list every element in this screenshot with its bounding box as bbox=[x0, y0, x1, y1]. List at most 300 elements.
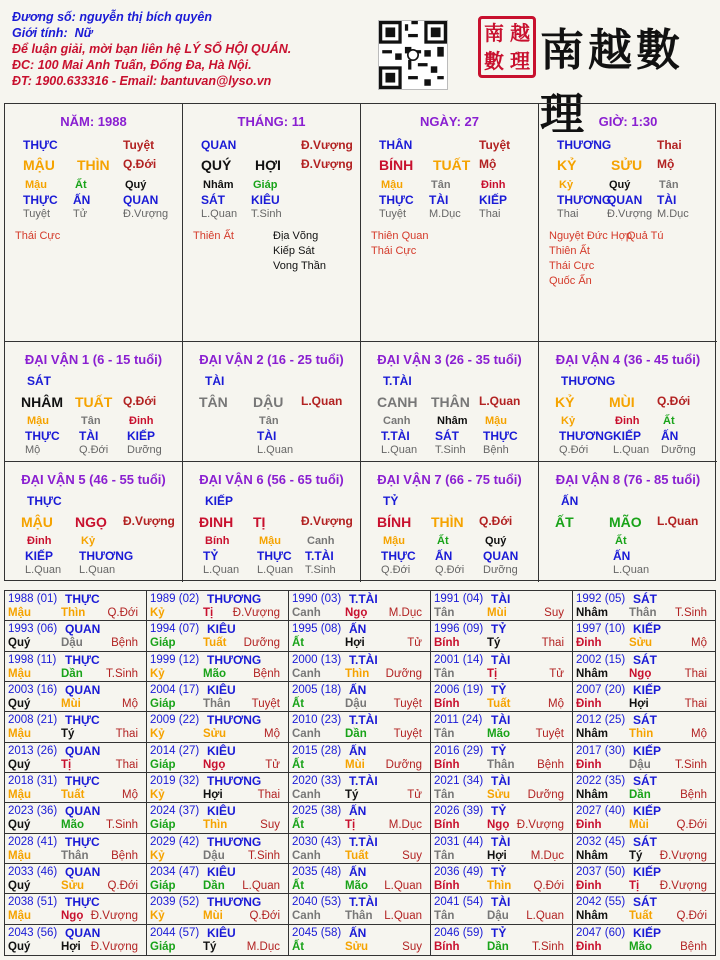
year-ts: L.Quan bbox=[526, 910, 564, 923]
year-can: Bính bbox=[434, 940, 460, 953]
dai-van-hidden-sao: QUAN bbox=[483, 549, 519, 563]
year-ts: Thai bbox=[541, 637, 564, 650]
pillar-title: NGÀY: 27 bbox=[420, 114, 479, 129]
year-can: Giáp bbox=[150, 637, 176, 650]
year-label: 2028 (41) bbox=[8, 835, 58, 848]
year-cell bbox=[431, 834, 573, 864]
year-sao: THỰC bbox=[65, 713, 100, 728]
year-chi: Mùi bbox=[487, 607, 507, 619]
dai-van-can: MẬU bbox=[21, 514, 53, 530]
year-cell bbox=[573, 621, 715, 651]
pillar-cell bbox=[5, 104, 183, 342]
dai-van-ts: L.Quan bbox=[479, 394, 521, 408]
year-can: Tân bbox=[434, 789, 455, 801]
pillar-hidden-sao: THỰC bbox=[379, 193, 414, 207]
dai-van-hidden-ts: L.Quan bbox=[257, 444, 294, 456]
year-chi: Tị bbox=[629, 880, 640, 892]
dai-van-hidden-ts: Mộ bbox=[25, 444, 41, 456]
pillar-hidden-ts: Tử bbox=[73, 208, 88, 220]
year-sao: KIẾP bbox=[633, 925, 662, 940]
year-ts: Mộ bbox=[122, 789, 138, 801]
pillar-star: Thái Cực bbox=[15, 230, 61, 242]
year-can: Nhâm bbox=[576, 667, 608, 680]
dai-van-title: ĐẠI VẬN 3 (26 - 35 tuổi) bbox=[377, 352, 522, 367]
dai-van-hidden-sao: THƯƠNG bbox=[79, 549, 134, 563]
year-label: 2017 (30) bbox=[576, 744, 626, 757]
pillar-cell bbox=[183, 104, 361, 342]
year-cell bbox=[573, 773, 715, 803]
dai-van-hidden-sao: ẤN bbox=[435, 549, 453, 563]
year-label: 2016 (29) bbox=[434, 744, 484, 757]
year-cell bbox=[573, 591, 715, 621]
year-can: Quý bbox=[8, 698, 31, 710]
year-label: 2021 (34) bbox=[434, 775, 484, 787]
year-sao: THƯƠNG bbox=[207, 774, 262, 788]
dai-van-hidden-sao: ẤN bbox=[613, 549, 631, 563]
dai-van-cell bbox=[5, 462, 183, 582]
year-chi: Tý bbox=[487, 637, 501, 650]
pillar-hidden-can: Quý bbox=[125, 179, 147, 191]
year-sao: TÀI bbox=[491, 652, 511, 667]
year-label: 2024 (37) bbox=[150, 805, 200, 818]
pillar-star: Quốc Ấn bbox=[549, 275, 592, 287]
pillar-hidden-sao: ẤN bbox=[73, 193, 91, 207]
year-chi: Ngọ bbox=[61, 910, 84, 923]
year-can: Đinh bbox=[576, 940, 602, 953]
pillar-hidden-can: Mậu bbox=[25, 179, 47, 191]
dai-van-hidden-can: Bính bbox=[205, 535, 230, 547]
year-cell bbox=[147, 773, 289, 803]
year-ts: Q.Đới bbox=[676, 910, 707, 923]
year-can: Canh bbox=[292, 910, 321, 923]
year-cell bbox=[5, 894, 147, 924]
year-chi: Dậu bbox=[61, 637, 83, 650]
year-sao: QUAN bbox=[65, 622, 101, 637]
year-chi: Dậu bbox=[487, 910, 509, 923]
year-can: Giáp bbox=[150, 698, 176, 710]
year-cell bbox=[289, 803, 431, 833]
year-label: 2045 (58) bbox=[292, 926, 342, 939]
dai-van-hidden-sao: THỰC bbox=[257, 549, 292, 563]
year-ts: T.Sinh bbox=[106, 667, 138, 680]
dai-van-hidden-can: Đinh bbox=[27, 535, 52, 547]
dai-van-can: CANH bbox=[377, 394, 418, 410]
year-cell bbox=[289, 743, 431, 773]
dai-van-cell bbox=[183, 462, 361, 582]
year-label: 2019 (32) bbox=[150, 775, 200, 787]
pillar-star: Kiếp Sát bbox=[273, 245, 315, 257]
year-ts: M.Dục bbox=[388, 819, 422, 832]
dai-van-can: ĐINH bbox=[199, 514, 234, 530]
dai-van-sao: ẤN bbox=[561, 494, 579, 508]
year-ts: Tử bbox=[265, 758, 280, 771]
pillar-hidden-sao: TÀI bbox=[429, 193, 449, 207]
year-chi: Mão bbox=[345, 880, 368, 892]
contact-line-2: ĐC: 100 Mai Anh Tuấn, Đống Đa, Hà Nội. bbox=[12, 58, 252, 72]
dai-van-cell bbox=[183, 342, 361, 462]
year-can: Ất bbox=[292, 758, 305, 771]
year-cell bbox=[431, 682, 573, 712]
year-sao: SÁT bbox=[633, 713, 657, 728]
pillar-chi: THÌN bbox=[77, 157, 110, 173]
year-can: Ất bbox=[292, 880, 305, 892]
pillar-star: Vong Thần bbox=[273, 260, 327, 272]
pillar-hidden-can: Tân bbox=[431, 179, 451, 191]
dai-van-cell bbox=[539, 462, 717, 582]
dai-van-hidden-sao: KIẾP bbox=[127, 429, 156, 443]
year-can: Đinh bbox=[576, 637, 602, 650]
year-can: Tân bbox=[434, 607, 455, 619]
year-chi: Sửu bbox=[203, 728, 227, 741]
year-label: 2008 (21) bbox=[8, 714, 58, 727]
year-label: 2007 (20) bbox=[576, 684, 626, 696]
pillar-hidden-sao: TÀI bbox=[657, 193, 677, 207]
year-chi: Tị bbox=[61, 758, 72, 771]
pillar-hidden-ts: Đ.Vượng bbox=[123, 208, 169, 220]
year-chi: Ngọ bbox=[487, 819, 510, 832]
year-can: Quý bbox=[8, 819, 31, 832]
year-can: Mậu bbox=[8, 728, 31, 741]
year-can: Đinh bbox=[576, 698, 602, 710]
logo-text: 南越數理 bbox=[540, 25, 684, 140]
year-can: Quý bbox=[8, 940, 31, 953]
year-chi: Mùi bbox=[61, 698, 81, 710]
year-ts: T.Sinh bbox=[675, 758, 707, 771]
luu-nien-table bbox=[4, 590, 716, 956]
year-cell bbox=[5, 621, 147, 651]
year-chi: Mão bbox=[487, 728, 510, 741]
pillar-chi: TUẤT bbox=[433, 157, 471, 173]
year-ts: Thai bbox=[115, 728, 138, 741]
year-label: 2032 (45) bbox=[576, 835, 626, 848]
chart-header bbox=[12, 9, 291, 89]
pillar-hidden-can: Tân bbox=[659, 179, 679, 191]
year-cell bbox=[431, 652, 573, 682]
year-sao: T.TÀI bbox=[349, 713, 378, 728]
year-label: 2013 (26) bbox=[8, 744, 58, 757]
year-cell bbox=[431, 773, 573, 803]
year-ts: Đ.Vượng bbox=[90, 940, 138, 953]
year-cell bbox=[573, 682, 715, 712]
year-sao: KIÊU bbox=[207, 683, 236, 697]
pillar-star: Địa Võng bbox=[273, 230, 319, 242]
year-can: Kỷ bbox=[150, 607, 165, 619]
pillar-chi: SỬU bbox=[611, 157, 643, 173]
year-sao: TỶ bbox=[491, 743, 507, 758]
dai-van-chi: TUẤT bbox=[75, 394, 113, 410]
year-can: Tân bbox=[434, 849, 455, 862]
year-label: 2006 (19) bbox=[434, 684, 484, 696]
year-label: 2025 (38) bbox=[292, 805, 342, 818]
dai-van-hidden-ts: Dưỡng bbox=[127, 444, 162, 456]
year-label: 2022 (35) bbox=[576, 775, 626, 787]
year-cell bbox=[147, 834, 289, 864]
year-label: 2030 (43) bbox=[292, 835, 342, 848]
year-can: Canh bbox=[292, 728, 321, 741]
year-cell bbox=[289, 894, 431, 924]
year-cell bbox=[289, 925, 431, 955]
dai-van-hidden-can: Mậu bbox=[27, 415, 49, 427]
qr-code-icon[interactable] bbox=[378, 20, 448, 90]
dai-van-can: ẤT bbox=[555, 514, 574, 530]
year-sao: ẤN bbox=[349, 865, 367, 879]
dai-van-hidden-ts: Dưỡng bbox=[483, 564, 518, 576]
year-cell bbox=[147, 743, 289, 773]
year-sao: TỶ bbox=[491, 865, 507, 879]
year-can: Nhâm bbox=[576, 607, 608, 619]
year-chi: Dần bbox=[629, 789, 651, 801]
year-can: Tân bbox=[434, 728, 455, 741]
pillar-star: Quả Tú bbox=[627, 230, 664, 242]
year-sao: T.TÀI bbox=[349, 652, 378, 667]
pillar-can: BÍNH bbox=[379, 157, 414, 173]
year-ts: L.Quan bbox=[242, 880, 280, 892]
year-cell bbox=[147, 682, 289, 712]
year-sao: ẤN bbox=[349, 743, 367, 758]
year-ts: T.Sinh bbox=[532, 940, 564, 953]
dai-van-hidden-ts: Bệnh bbox=[483, 444, 509, 456]
dai-van-sao: T.TÀI bbox=[383, 374, 412, 388]
year-label: 2015 (28) bbox=[292, 744, 342, 757]
year-ts: Tuyệt bbox=[535, 728, 564, 741]
year-ts: Đ.Vượng bbox=[232, 607, 280, 619]
pillar-chi-ss: Mộ bbox=[479, 157, 497, 171]
dai-van-hidden-can: Mậu bbox=[383, 535, 405, 547]
year-chi: Mão bbox=[61, 819, 84, 832]
pillar-star: Thiên Ất bbox=[193, 230, 234, 242]
year-can: Mậu bbox=[8, 789, 31, 801]
dai-van-ts: L.Quan bbox=[657, 514, 699, 528]
year-cell bbox=[573, 894, 715, 924]
year-chi: Sửu bbox=[61, 880, 85, 892]
dai-van-hidden-can: Mậu bbox=[259, 535, 281, 547]
year-sao: KIÊU bbox=[207, 804, 236, 819]
year-can: Tân bbox=[434, 910, 455, 923]
year-cell bbox=[573, 834, 715, 864]
dai-van-title: ĐẠI VẬN 4 (36 - 45 tuổi) bbox=[555, 352, 701, 367]
year-label: 2020 (33) bbox=[292, 775, 342, 787]
year-sao: THỰC bbox=[65, 652, 100, 667]
year-sao: T.TÀI bbox=[349, 834, 378, 849]
year-sao: TỶ bbox=[491, 622, 507, 637]
year-sao: THƯƠNG bbox=[207, 713, 262, 728]
year-label: 1999 (12) bbox=[150, 653, 200, 666]
year-sao: KIẾP bbox=[633, 622, 662, 637]
year-chi: Thìn bbox=[345, 667, 370, 680]
pillar-cell bbox=[361, 104, 539, 342]
year-cell bbox=[147, 925, 289, 955]
year-sao: KIÊU bbox=[207, 865, 236, 879]
year-sao: TỶ bbox=[491, 925, 507, 940]
year-can: Tân bbox=[434, 667, 455, 680]
year-ts: Đ.Vượng bbox=[659, 880, 707, 892]
dai-van-hidden-can: Quý bbox=[485, 535, 507, 547]
dai-van-hidden-can: Kỷ bbox=[81, 535, 96, 547]
dai-van-hidden-ts: L.Quan bbox=[381, 444, 418, 456]
dai-van-hidden-can: Tân bbox=[259, 415, 279, 427]
dai-van-hidden-sao: TÀI bbox=[79, 429, 99, 443]
year-ts: Suy bbox=[402, 849, 422, 862]
year-cell bbox=[147, 712, 289, 742]
year-label: 2047 (60) bbox=[576, 926, 626, 939]
year-can: Giáp bbox=[150, 940, 176, 953]
year-cell bbox=[289, 773, 431, 803]
year-label: 1991 (04) bbox=[434, 593, 484, 605]
year-can: Ất bbox=[292, 940, 305, 953]
pillar-star: Thiên Quan bbox=[371, 230, 429, 242]
dai-van-hidden-ts: T.Sinh bbox=[435, 444, 466, 456]
year-cell bbox=[431, 712, 573, 742]
year-can: Kỷ bbox=[150, 849, 165, 862]
year-ts: Tuyệt bbox=[251, 698, 280, 710]
dai-van-hidden-can: Ất bbox=[615, 535, 627, 547]
year-ts: Thai bbox=[684, 667, 707, 680]
dai-van-ts: Q.Đới bbox=[123, 394, 157, 408]
year-cell bbox=[147, 621, 289, 651]
year-can: Mậu bbox=[8, 849, 31, 862]
year-sao: TÀI bbox=[491, 592, 511, 606]
year-can: Kỷ bbox=[150, 910, 165, 923]
year-chi: Thân bbox=[203, 698, 231, 710]
year-label: 1996 (09) bbox=[434, 623, 484, 636]
year-chi: Ngọ bbox=[203, 758, 226, 771]
year-chi: Mùi bbox=[203, 910, 223, 923]
year-cell bbox=[431, 803, 573, 833]
dai-van-title: ĐẠI VẬN 2 (16 - 25 tuổi) bbox=[199, 352, 344, 367]
contact-line-3: ĐT: 1900.633316 - Email: bantuvan@lyso.vn bbox=[12, 74, 272, 88]
year-ts: Tuyệt bbox=[393, 698, 422, 710]
year-label: 2034 (47) bbox=[150, 866, 200, 878]
year-label: 1998 (11) bbox=[8, 653, 57, 666]
year-cell bbox=[289, 712, 431, 742]
dai-van-ts: Đ.Vượng bbox=[301, 514, 353, 528]
dai-van-ts: Đ.Vượng bbox=[123, 514, 175, 528]
year-can: Canh bbox=[292, 607, 321, 619]
year-chi: Sửu bbox=[487, 789, 511, 801]
year-ts: Bệnh bbox=[111, 849, 138, 862]
year-chi: Thìn bbox=[487, 880, 512, 892]
year-chi: Tuất bbox=[345, 849, 369, 862]
dai-van-hidden-ts: Q.Đới bbox=[381, 564, 411, 576]
year-label: 2036 (49) bbox=[434, 866, 484, 878]
year-can: Đinh bbox=[576, 880, 602, 892]
year-ts: Mộ bbox=[122, 698, 138, 710]
dai-van-hidden-ts: Q.Đới bbox=[79, 444, 109, 456]
year-sao: SÁT bbox=[633, 592, 657, 606]
year-ts: L.Quan bbox=[384, 910, 422, 923]
year-cell bbox=[289, 652, 431, 682]
year-ts: Q.Đới bbox=[107, 607, 138, 619]
dai-van-cell bbox=[539, 342, 717, 462]
dai-van-title: ĐẠI VẬN 1 (6 - 15 tuổi) bbox=[24, 352, 163, 367]
dai-van-hidden-ts: Q.Đới bbox=[435, 564, 465, 576]
year-ts: Mộ bbox=[691, 728, 707, 741]
pillar-hidden-ts: L.Quan bbox=[201, 208, 238, 220]
dai-van-hidden-can: Đinh bbox=[129, 415, 154, 427]
year-label: 2042 (55) bbox=[576, 896, 626, 909]
year-ts: Bệnh bbox=[253, 667, 280, 680]
year-can: Bính bbox=[434, 819, 460, 832]
year-chi: Tý bbox=[629, 849, 643, 862]
year-sao: KIÊU bbox=[207, 743, 236, 758]
year-ts: Bệnh bbox=[680, 940, 707, 953]
year-chi: Tuất bbox=[487, 698, 511, 710]
year-ts: Mộ bbox=[691, 637, 707, 650]
year-chi: Mùi bbox=[345, 758, 365, 771]
year-ts: Tử bbox=[407, 789, 422, 801]
year-can: Kỷ bbox=[150, 789, 165, 801]
year-label: 2029 (42) bbox=[150, 835, 200, 848]
pillar-star: Thiên Ất bbox=[549, 245, 590, 257]
dai-van-hidden-can: Ất bbox=[663, 415, 675, 427]
dai-van-hidden-ts: T.Sinh bbox=[305, 564, 336, 576]
year-cell bbox=[5, 712, 147, 742]
year-cell bbox=[147, 894, 289, 924]
pillar-hidden-can: Kỷ bbox=[559, 179, 574, 191]
year-sao: T.TÀI bbox=[349, 774, 378, 788]
year-can: Bính bbox=[434, 880, 460, 892]
year-sao: THƯƠNG bbox=[207, 652, 262, 667]
year-cell bbox=[5, 591, 147, 621]
dai-van-chi: THÂN bbox=[431, 394, 470, 410]
year-ts: Tử bbox=[549, 667, 564, 680]
year-can: Bính bbox=[434, 758, 460, 771]
year-sao: QUAN bbox=[65, 865, 101, 879]
pillar-hidden-can: Quý bbox=[609, 179, 631, 191]
year-ts: Đ.Vượng bbox=[90, 910, 138, 923]
year-label: 2031 (44) bbox=[434, 835, 484, 848]
year-chi: Hợi bbox=[345, 637, 365, 650]
year-label: 1988 (01) bbox=[8, 593, 58, 605]
year-chi: Thân bbox=[629, 607, 657, 619]
pillar-hidden-ts: Thai bbox=[557, 208, 579, 220]
year-ts: T.Sinh bbox=[248, 849, 280, 862]
year-label: 2005 (18) bbox=[292, 684, 342, 696]
year-cell bbox=[573, 925, 715, 955]
dai-van-chi: THÌN bbox=[431, 514, 464, 530]
dai-van-hidden-can: Nhâm bbox=[437, 415, 468, 427]
year-chi: Tị bbox=[345, 819, 356, 832]
pillar-hidden-ts: Tuyệt bbox=[23, 208, 51, 220]
year-label: 2046 (59) bbox=[434, 926, 484, 939]
year-ts: Đ.Vượng bbox=[659, 849, 707, 862]
dai-van-title: ĐẠI VẬN 5 (46 - 55 tuổi) bbox=[21, 472, 166, 487]
dai-van-hidden-can: Ất bbox=[437, 535, 449, 547]
year-label: 2044 (57) bbox=[150, 926, 200, 939]
year-sao: TỶ bbox=[491, 804, 507, 819]
year-can: Canh bbox=[292, 789, 321, 801]
year-chi: Tý bbox=[61, 728, 75, 741]
pillar-hidden-ts: M.Dục bbox=[657, 208, 689, 220]
la-so-grid bbox=[4, 103, 716, 581]
pillar-hidden-ts: Thai bbox=[479, 208, 501, 220]
year-label: 2011 (24) bbox=[434, 714, 483, 727]
year-can: Ất bbox=[292, 819, 305, 832]
year-cell bbox=[431, 591, 573, 621]
pillar-hidden-sao: THƯƠNG bbox=[557, 193, 612, 207]
year-label: 2018 (31) bbox=[8, 775, 58, 787]
pillar-hidden-sao: QUAN bbox=[123, 193, 159, 207]
year-sao: T.TÀI bbox=[349, 592, 378, 606]
dai-van-hidden-can: Mậu bbox=[485, 415, 507, 427]
year-can: Kỷ bbox=[150, 728, 165, 741]
dai-van-chi: MÃO bbox=[609, 514, 642, 530]
year-chi: Thân bbox=[487, 758, 515, 771]
pillar-hidden-ts: T.Sinh bbox=[251, 208, 282, 220]
year-sao: QUAN bbox=[65, 804, 101, 819]
dai-van-can: TÂN bbox=[199, 394, 228, 410]
pillar-hidden-can: Giáp bbox=[253, 179, 278, 191]
